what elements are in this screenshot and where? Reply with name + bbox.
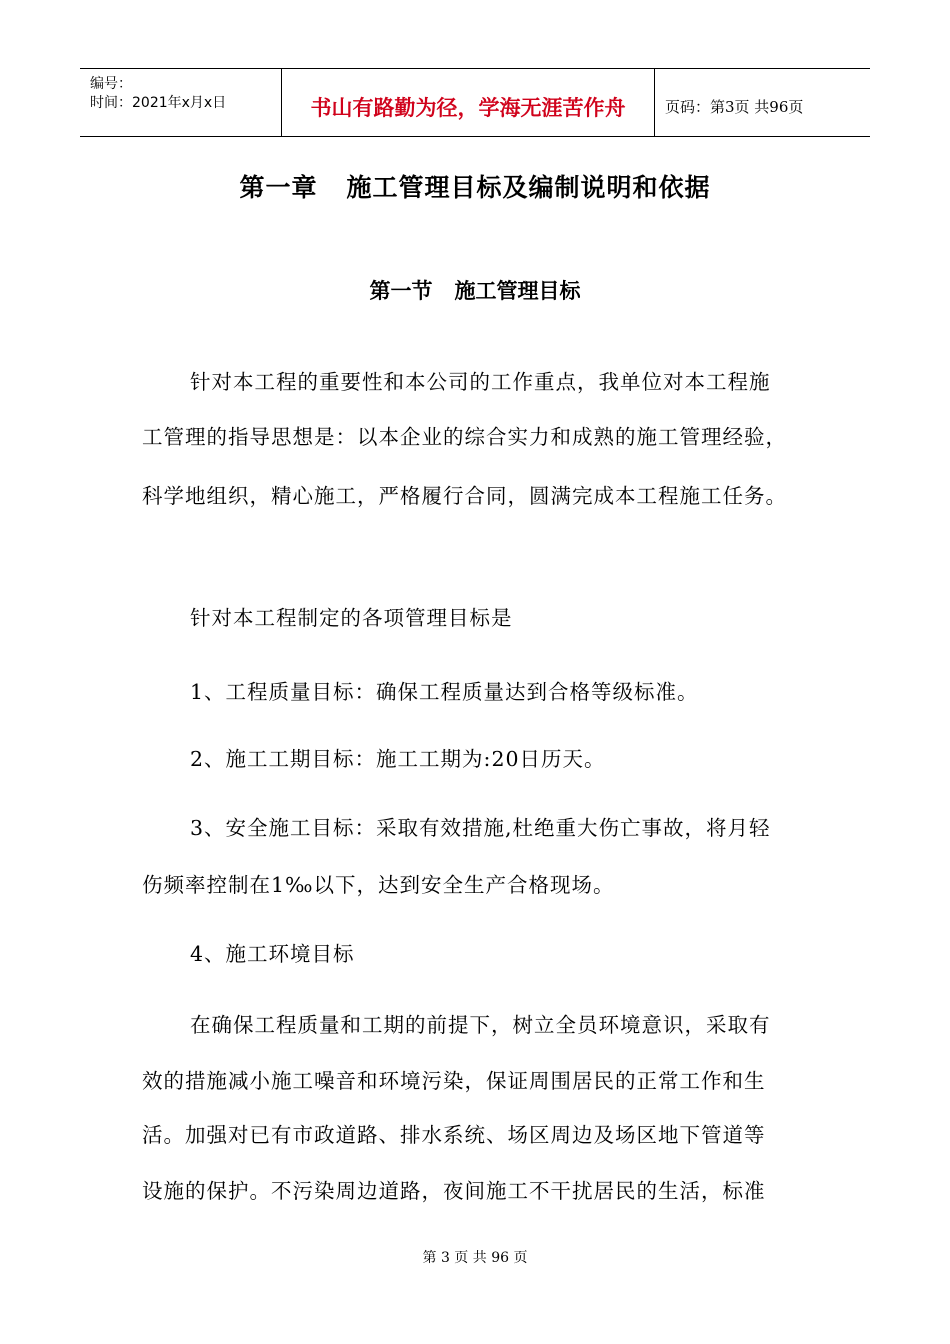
paragraph-line: 在确保工程质量和工期的前提下，树立全员环境意识，采取有: [190, 1013, 771, 1037]
paragraph-line: 针对本工程的重要性和本公司的工作重点，我单位对本工程施: [190, 370, 771, 394]
paragraph-line: 3、安全施工目标：采取有效措施,杜绝重大伤亡事故，将月轻: [190, 816, 771, 840]
paragraph-line: 活。加强对已有市政道路、排水系统、场区周边及场区地下管道等: [142, 1123, 766, 1147]
header-page-info: 页码：第3页 共96页: [665, 98, 804, 116]
document-number-label: 编号：: [90, 76, 132, 92]
paragraph-line: 设施的保护。不污染周边道路，夜间施工不干扰居民的生活，标准: [142, 1179, 766, 1203]
chapter-title: 第一章 施工管理目标及编制说明和依据: [239, 173, 711, 202]
document-time: 时间：2021年x月x日: [90, 95, 227, 111]
header-motto: 书山有路勤为径，学海无涯苦作舟: [282, 69, 655, 136]
paragraph-line: 伤频率控制在1‰以下，达到安全生产合格现场。: [142, 873, 615, 897]
page-footer: 第 3 页 共 96 页: [422, 1250, 528, 1266]
paragraph-line: 1、工程质量目标：确保工程质量达到合格等级标准。: [190, 680, 699, 704]
section-title: 第一节 施工管理目标: [369, 279, 581, 303]
paragraph-line: 2、施工工期目标：施工工期为:20日历天。: [190, 747, 606, 771]
paragraph-line: 针对本工程制定的各项管理目标是: [190, 606, 513, 630]
paragraph-line: 4、施工环境目标: [190, 942, 355, 966]
header-meta: [80, 69, 282, 136]
paragraph-line: 效的措施减小施工噪音和环境污染，保证周围居民的正常工作和生: [142, 1069, 766, 1093]
page-header: [80, 68, 870, 137]
paragraph-line: 工管理的指导思想是：以本企业的综合实力和成熟的施工管理经验，: [142, 425, 787, 449]
paragraph-line: 科学地组织，精心施工，严格履行合同，圆满完成本工程施工任务。: [142, 484, 787, 508]
